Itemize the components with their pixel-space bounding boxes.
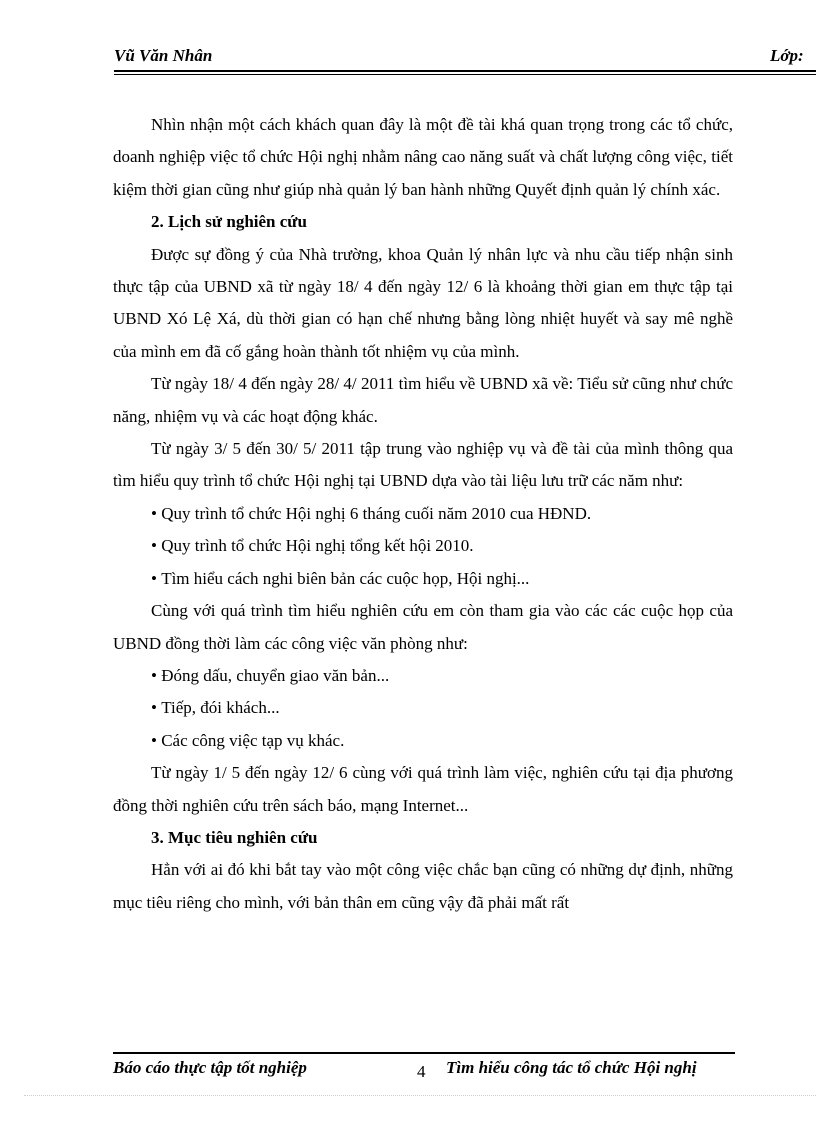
paragraph-intro: Nhìn nhận một cách khách quan đây là một đề tài khá quan trọng trong các tổ chức, doanh nghiệp việc tổ chức Hội nghị nhằm nâng cao năng suất và chất lượng công việc, tiết kiệm thời gian cũng như giúp nhà quản lý ban hành những Quyết định quản lý chính xác.	[113, 115, 733, 199]
paragraph-history: Được sự đồng ý của Nhà trường, khoa Quản lý nhân lực và nhu cầu tiếp nhận sinh thực tập của UBND xã từ ngày 18/ 4 đến ngày 12/ 6 là khoảng thời gian em thực tập tại UBND Xó Lệ Xá, dù thời gian có hạn chế nhưng bằng lòng nhiệt huyết và say mê nghề của mình em đã cố gắng hoàn thành tốt nhiệm vụ của mình.	[113, 244, 733, 361]
list-item: • Tiếp, đói khách...	[113, 692, 733, 724]
paragraph-schedule-2: Từ ngày 3/ 5 đến 30/ 5/ 2011 tập trung vào nghiệp vụ và đề tài của mình thông qua tìm hiểu quy trình tổ chức Hội nghị tại UBND dựa vào tài liệu lưu trữ các năm như:	[113, 439, 733, 491]
document-body	[113, 109, 733, 919]
paragraph-objectives: Hẳn với ai đó khi bắt tay vào một công việc chắc bạn cũng có những dự định, những mục tiêu riêng cho mình, với bản thân em cũng vậy đã phải mất rất	[113, 860, 733, 912]
header-class-label: Lớp:	[770, 46, 804, 65]
list-item: • Các công việc tạp vụ khác.	[113, 725, 733, 757]
header-author: Vũ Văn Nhân	[114, 46, 213, 65]
list-item: • Quy trình tổ chức Hội nghị 6 tháng cuối năm 2010 cua HĐND.	[113, 498, 733, 530]
research-list	[113, 498, 733, 595]
page-number: 4	[417, 1062, 426, 1081]
section-heading-objectives: 3. Mục tiêu nghiên cứu	[151, 827, 318, 847]
paragraph-activities: Cùng với quá trình tìm hiểu nghiên cứu em còn tham gia vào các các cuộc họp của UBND đồng thời làm các công việc văn phòng như:	[113, 601, 733, 653]
footer-topic-title: Tìm hiểu công tác tổ chức Hội nghị	[446, 1058, 697, 1077]
header-divider-thin	[114, 74, 816, 75]
footer-divider	[113, 1052, 735, 1054]
list-item: • Đóng dấu, chuyển giao văn bản...	[113, 660, 733, 692]
page-bottom-dotted-line	[24, 1095, 816, 1096]
list-item: • Quy trình tổ chức Hội nghị tổng kết hội 2010.	[113, 530, 733, 562]
list-item: • Tìm hiểu cách nghi biên bản các cuộc họp, Hội nghị...	[113, 563, 733, 595]
paragraph-schedule-1: Từ ngày 18/ 4 đến ngày 28/ 4/ 2011 tìm hiểu về UBND xã về: Tiểu sử cũng như chức năng, nhiệm vụ và các hoạt động khác.	[113, 374, 733, 426]
paragraph-schedule-3: Từ ngày 1/ 5 đến ngày 12/ 6 cùng với quá trình làm việc, nghiên cứu tại địa phương đồng thời nghiên cứu trên sách báo, mạng Internet...	[113, 763, 733, 815]
office-tasks-list	[113, 660, 733, 757]
section-heading-history: 2. Lịch sử nghiên cứu	[151, 212, 307, 232]
header-divider	[114, 70, 816, 72]
footer-report-title: Báo cáo thực tập tốt nghiệp	[113, 1058, 307, 1077]
